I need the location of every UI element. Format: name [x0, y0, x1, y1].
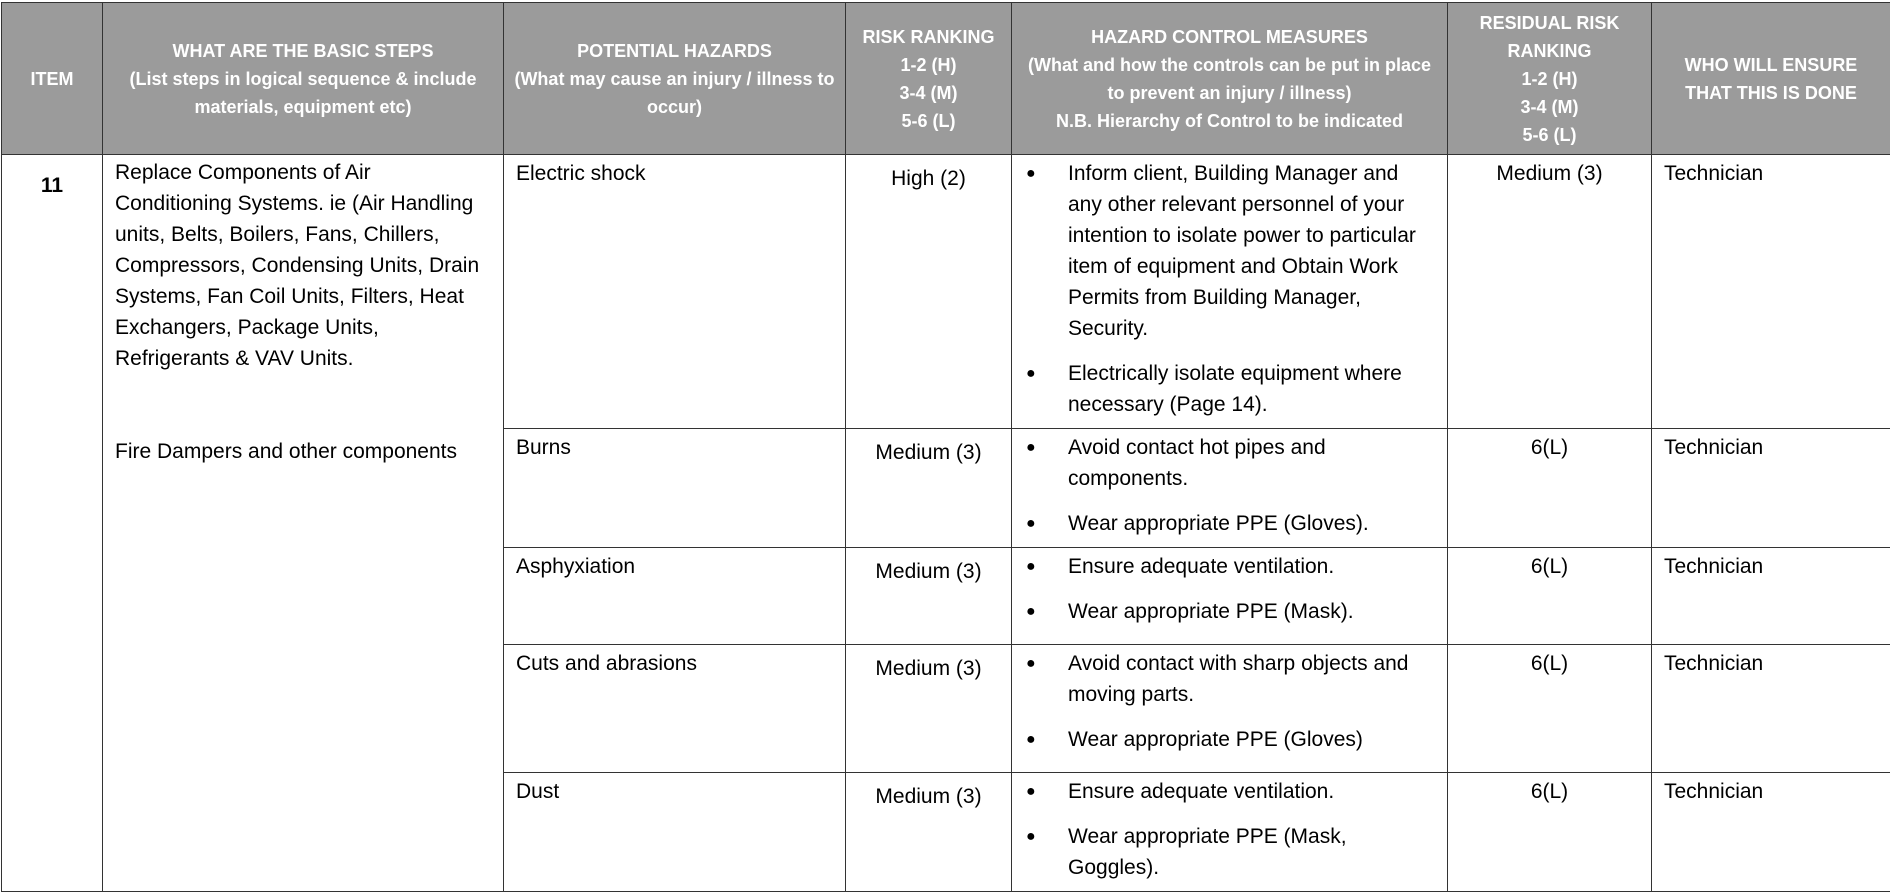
measure-text: Ensure adequate ventilation. — [1068, 555, 1334, 578]
header-controls-line: to prevent an injury / illness) — [1018, 79, 1441, 107]
measures-list — [1024, 158, 1435, 420]
measures-list — [1024, 432, 1435, 539]
header-risk-ranking — [846, 3, 1012, 155]
who-cell: Technician — [1652, 773, 1890, 892]
control-measures-cell — [1012, 155, 1448, 429]
bullet-icon: ● — [1026, 776, 1036, 807]
header-residual-line: RESIDUAL RISK — [1454, 9, 1645, 37]
bullet-icon: ● — [1026, 551, 1036, 582]
measure-text: Avoid contact hot pipes and components. — [1068, 436, 1326, 490]
risk-ranking-cell: Medium (3) — [846, 645, 1012, 773]
residual-risk-cell: 6(L) — [1448, 548, 1652, 645]
residual-risk-cell: Medium (3) — [1448, 155, 1652, 429]
measure-text: Inform client, Building Manager and any other relevant personnel of your intention to isolate power to particular item of equipment and Obtain Work Permits from Building Manager, Security. — [1068, 162, 1416, 340]
control-measures-cell — [1012, 548, 1448, 645]
header-steps — [103, 3, 504, 155]
header-risk-line: 1-2 (H) — [852, 51, 1005, 79]
residual-risk-cell: 6(L) — [1448, 429, 1652, 548]
spacer — [115, 374, 491, 436]
who-cell: Technician — [1652, 548, 1890, 645]
bullet-icon: ● — [1026, 648, 1036, 679]
header-residual-risk — [1448, 3, 1652, 155]
header-who — [1652, 3, 1890, 155]
measures-list — [1024, 648, 1435, 755]
bullet-icon: ● — [1026, 724, 1036, 755]
risk-ranking-cell: Medium (3) — [846, 773, 1012, 892]
residual-risk-cell: 6(L) — [1448, 773, 1652, 892]
header-item — [2, 3, 103, 155]
hazard-cell: Electric shock — [504, 155, 846, 429]
header-controls-line: HAZARD CONTROL MEASURES — [1018, 23, 1441, 51]
header-residual-line: RANKING — [1454, 37, 1645, 65]
basic-steps-main: Replace Components of Air Conditioning Systems. ie (Air Handling units, Belts, Boilers, Fans, Chillers, Compressors, Condensing Units, Drain Systems, Fan Coil Units, Filters, Heat Exchangers, Package Units, Refrigerants & VAV Units. — [115, 157, 491, 374]
bullet-icon: ● — [1026, 596, 1036, 627]
measure-item — [1024, 358, 1435, 420]
basic-steps-secondary: Fire Dampers and other components — [115, 436, 491, 467]
measures-list — [1024, 551, 1435, 627]
header-risk-line: 5-6 (L) — [852, 107, 1005, 135]
measure-text: Avoid contact with sharp objects and moving parts. — [1068, 652, 1408, 706]
header-steps-line: (List steps in logical sequence & include — [109, 65, 497, 93]
header-who-line: THAT THIS IS DONE — [1658, 79, 1884, 107]
header-hazards-line: (What may cause an injury / illness to — [510, 65, 839, 93]
measure-item — [1024, 508, 1435, 539]
measure-text: Electrically isolate equipment where necessary (Page 14). — [1068, 362, 1402, 416]
header-hazards-line: occur) — [510, 93, 839, 121]
bullet-icon: ● — [1026, 158, 1036, 189]
table-row — [2, 155, 1890, 429]
hazard-cell: Burns — [504, 429, 846, 548]
control-measures-cell — [1012, 429, 1448, 548]
bullet-icon: ● — [1026, 432, 1036, 463]
who-cell: Technician — [1652, 155, 1890, 429]
header-residual-line: 3-4 (M) — [1454, 93, 1645, 121]
risk-ranking-cell: Medium (3) — [846, 429, 1012, 548]
header-risk-line: 3-4 (M) — [852, 79, 1005, 107]
measure-item — [1024, 432, 1435, 494]
risk-assessment-table — [1, 2, 1890, 892]
residual-risk-cell: 6(L) — [1448, 645, 1652, 773]
header-controls-line: (What and how the controls can be put in place — [1018, 51, 1441, 79]
bullet-icon: ● — [1026, 508, 1036, 539]
basic-steps-cell — [103, 155, 504, 892]
measure-item — [1024, 821, 1435, 883]
measure-item — [1024, 724, 1435, 755]
measure-item — [1024, 158, 1435, 344]
measure-item — [1024, 776, 1435, 807]
header-risk-line: RISK RANKING — [852, 23, 1005, 51]
header-who-line: WHO WILL ENSURE — [1658, 51, 1884, 79]
header-steps-line: materials, equipment etc) — [109, 93, 497, 121]
who-cell: Technician — [1652, 645, 1890, 773]
who-cell: Technician — [1652, 429, 1890, 548]
header-steps-line: WHAT ARE THE BASIC STEPS — [109, 37, 497, 65]
header-hazards — [504, 3, 846, 155]
measure-item — [1024, 551, 1435, 582]
measure-text: Wear appropriate PPE (Mask). — [1068, 600, 1354, 623]
header-row — [2, 3, 1890, 155]
hazard-cell: Asphyxiation — [504, 548, 846, 645]
measure-item — [1024, 648, 1435, 710]
measure-item — [1024, 596, 1435, 627]
measures-list — [1024, 776, 1435, 883]
header-residual-line: 1-2 (H) — [1454, 65, 1645, 93]
header-item-label: ITEM — [8, 65, 96, 93]
header-hazards-line: POTENTIAL HAZARDS — [510, 37, 839, 65]
header-controls-line: N.B. Hierarchy of Control to be indicated — [1018, 107, 1441, 135]
item-number: 11 — [2, 155, 103, 892]
bullet-icon: ● — [1026, 358, 1036, 389]
bullet-icon: ● — [1026, 821, 1036, 852]
measure-text: Wear appropriate PPE (Gloves) — [1068, 728, 1363, 751]
control-measures-cell — [1012, 773, 1448, 892]
control-measures-cell — [1012, 645, 1448, 773]
header-control-measures — [1012, 3, 1448, 155]
hazard-cell: Dust — [504, 773, 846, 892]
risk-ranking-cell: Medium (3) — [846, 548, 1012, 645]
header-residual-line: 5-6 (L) — [1454, 121, 1645, 149]
risk-ranking-cell: High (2) — [846, 155, 1012, 429]
measure-text: Ensure adequate ventilation. — [1068, 780, 1334, 803]
hazard-cell: Cuts and abrasions — [504, 645, 846, 773]
measure-text: Wear appropriate PPE (Mask, Goggles). — [1068, 825, 1347, 879]
measure-text: Wear appropriate PPE (Gloves). — [1068, 512, 1369, 535]
